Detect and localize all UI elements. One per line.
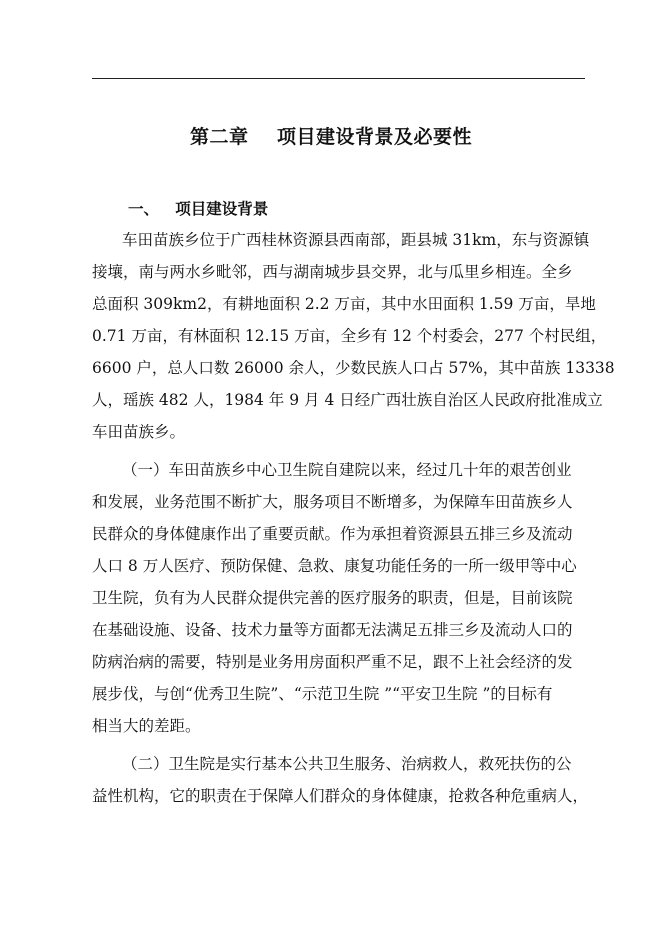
paragraph-line: 人，瑶族 482 人，1984 年 9 月 4 日经广西壮族自治区人民政府批准成立 — [92, 391, 603, 409]
paragraph-line: 和发展，业务范围不断扩大，服务项目不断增多，为保障车田苗族乡人 — [92, 493, 573, 511]
paragraph-line: 6600 户，总人口数 26000 余人，少数民族人口占 57%，其中苗族 13338 — [92, 359, 615, 377]
paragraph-line: 0.71 万亩，有林面积 12.15 万亩，全乡有 12 个村委会，277 个村民组， — [92, 327, 607, 345]
paragraph-line: （一）车田苗族乡中心卫生院自建院以来，经过几十年的艰苦创业 — [122, 461, 572, 479]
paragraph-line: 益性机构，它的职责在于保障人们群众的身体健康，抢救各种危重病人， — [92, 787, 589, 805]
paragraph-line: 车田苗族乡位于广西桂林资源县西南部，距县城 31km，东与资源镇 — [122, 231, 590, 249]
paragraph-line: 车田苗族乡。 — [92, 423, 186, 441]
header-rule — [92, 78, 585, 79]
paragraph-line: 卫生院，负有为人民群众提供完善的医疗服务的职责，但是，目前该院 — [92, 589, 573, 607]
paragraph-line: 民群众的身体健康作出了重要贡献。作为承担着资源县五排三乡及流动 — [92, 525, 573, 543]
paragraph-line: 在基础设施、设备、技术力量等方面都无法满足五排三乡及流动人口的 — [92, 621, 573, 639]
paragraph-line: 接壤，南与两水乡毗邻，西与湖南城步县交界，北与瓜里乡相连。全乡 — [92, 263, 573, 281]
paragraph-line: 防病治病的需要，特别是业务用房面积严重不足，跟不上社会经济的发 — [92, 653, 573, 671]
paragraph-line: （二）卫生院是实行基本公共卫生服务、治病救人，救死扶伤的公 — [122, 755, 572, 773]
paragraph-line: 总面积 309km2，有耕地面积 2.2 万亩，其中水田面积 1.59 万亩，旱地 — [92, 295, 596, 313]
section-heading: 一、 项目建设背景 — [128, 199, 269, 218]
chapter-title: 第二章 项目建设背景及必要性 — [190, 126, 472, 148]
paragraph-line: 相当大的差距。 — [92, 717, 201, 735]
paragraph-line: 人口 8 万人医疗、预防保健、急救、康复功能任务的一所一级甲等中心 — [92, 557, 577, 575]
paragraph-line: 展步伐，与创“优秀卫生院”、“示范卫生院 ”“平安卫生院 ”的目标有 — [92, 685, 553, 703]
